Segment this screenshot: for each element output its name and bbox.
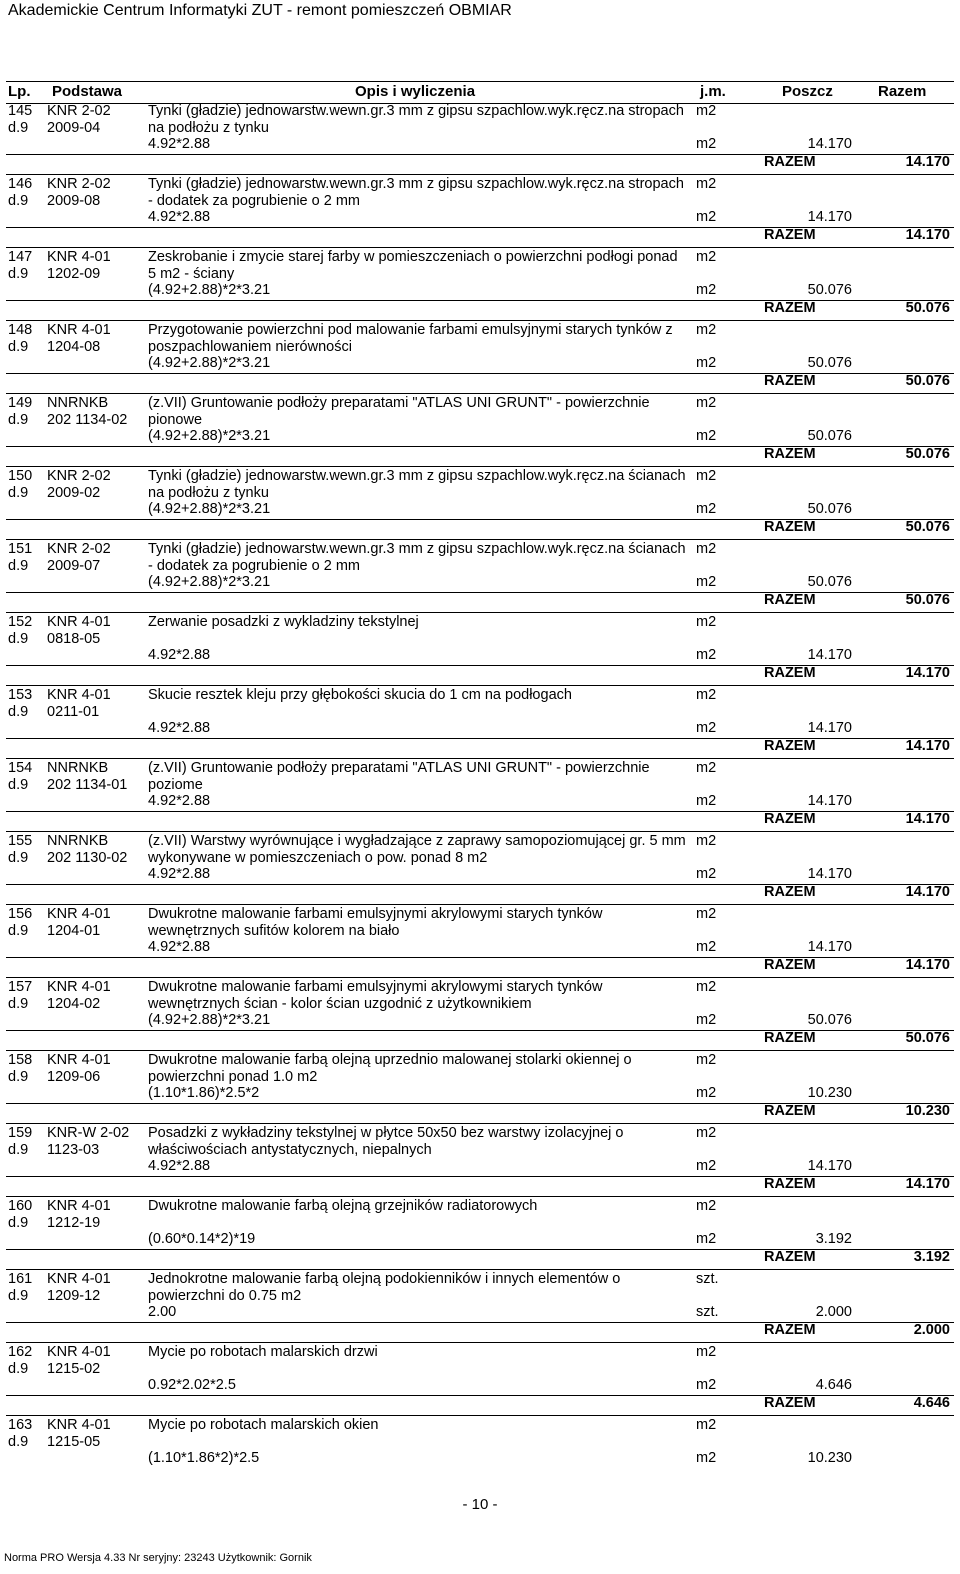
lp-cell	[8, 687, 38, 720]
row-bottom-separator	[6, 320, 954, 321]
total-label: RAZEM	[764, 592, 816, 608]
calculation: (1.10*1.86*2)*2.5	[148, 1450, 260, 1466]
basis-code: KNR 4-01	[47, 614, 111, 630]
unit: m2	[696, 176, 717, 192]
lp-cell	[8, 906, 38, 939]
lp-cell	[8, 395, 38, 428]
header-razem: Razem	[878, 83, 927, 100]
total-value: 50.076	[905, 373, 950, 389]
lp-section: d.9	[8, 995, 29, 1012]
unit: m2	[696, 395, 717, 411]
lp-number: 162	[8, 1344, 33, 1360]
table-row	[0, 614, 960, 687]
basis-cell	[47, 176, 142, 209]
lp-number: 150	[8, 468, 33, 484]
partial-value: 50.076	[807, 428, 852, 444]
table-row	[0, 322, 960, 395]
calculation-unit: szt.	[696, 1304, 719, 1320]
total-value: 14.170	[905, 1176, 950, 1192]
cost-table	[0, 103, 960, 1490]
basis-cell	[47, 906, 142, 939]
lp-number: 154	[8, 760, 33, 776]
total-label: RAZEM	[764, 665, 816, 681]
total-label: RAZEM	[764, 1249, 816, 1265]
calculation: 0.92*2.02*2.5	[148, 1377, 236, 1393]
table-row	[0, 541, 960, 614]
lp-section: d.9	[8, 776, 29, 793]
row-bottom-separator	[6, 1123, 954, 1124]
calculation: 4.92*2.88	[148, 209, 211, 225]
lp-cell	[8, 1198, 38, 1231]
calculation: (4.92+2.88)*2*3.21	[148, 282, 271, 298]
calculation-unit: m2	[696, 355, 717, 371]
partial-value: 3.192	[815, 1231, 852, 1247]
row-bottom-separator	[6, 1269, 954, 1270]
basis-position: 1202-09	[47, 265, 101, 282]
lp-cell	[8, 1125, 38, 1158]
total-label: RAZEM	[764, 1176, 816, 1192]
basis-code: NNRNKB	[47, 833, 109, 849]
basis-position: 2009-02	[47, 484, 101, 501]
total-value: 4.646	[913, 1395, 950, 1411]
basis-position: 1204-01	[47, 922, 101, 939]
lp-cell	[8, 979, 38, 1012]
total-label: RAZEM	[764, 1322, 816, 1338]
unit: m2	[696, 906, 717, 922]
partial-value: 14.170	[807, 793, 852, 809]
lp-section: d.9	[8, 703, 29, 720]
total-label: RAZEM	[764, 373, 816, 389]
total-value: 14.170	[905, 665, 950, 681]
description: Dwukrotne malowanie farbami emulsyjnymi akrylowymi starych tynków wewnętrznych sufitów kolorem na biało	[148, 906, 603, 939]
page-number: - 10 -	[462, 1496, 498, 1513]
partial-value: 50.076	[807, 355, 852, 371]
header-jm: j.m.	[700, 83, 726, 100]
lp-number: 149	[8, 395, 33, 411]
partial-value: 14.170	[807, 866, 852, 882]
header-lp: Lp.	[8, 83, 31, 100]
calculation: 4.92*2.88	[148, 866, 211, 882]
calculation: (1.10*1.86)*2.5*2	[148, 1085, 260, 1101]
table-row	[0, 249, 960, 322]
basis-code: KNR 4-01	[47, 1052, 111, 1068]
basis-cell	[47, 833, 142, 866]
total-value: 50.076	[905, 1030, 950, 1046]
lp-cell	[8, 468, 38, 501]
description: Tynki (gładzie) jednowarstw.wewn.gr.3 mm z gipsu szpachlow.wyk.ręcz.na stropach na podłożu z tynku	[148, 103, 684, 136]
lp-section: d.9	[8, 849, 29, 866]
description: Dwukrotne malowanie farbą olejną grzejników radiatorowych	[148, 1198, 538, 1214]
lp-cell	[8, 322, 38, 355]
total-value: 50.076	[905, 519, 950, 535]
calculation: 4.92*2.88	[148, 136, 211, 152]
row-bottom-separator	[6, 758, 954, 759]
basis-cell	[47, 1271, 142, 1304]
header-podstawa: Podstawa	[52, 83, 123, 100]
lp-cell	[8, 249, 38, 282]
header-poszcz: Poszcz	[782, 83, 833, 100]
lp-section: d.9	[8, 630, 29, 647]
calculation-unit: m2	[696, 647, 717, 663]
total-label: RAZEM	[764, 519, 816, 535]
lp-cell	[8, 1417, 38, 1450]
lp-section: d.9	[8, 1068, 29, 1085]
basis-code: KNR 4-01	[47, 906, 111, 922]
calculation-unit: m2	[696, 1377, 717, 1393]
total-value: 3.192	[913, 1249, 950, 1265]
basis-cell	[47, 322, 142, 355]
basis-cell	[47, 1198, 142, 1231]
description: (z.VII) Gruntowanie podłoży preparatami "ATLAS UNI GRUNT" - powierzchnie pionowe	[148, 395, 650, 428]
lp-section: d.9	[8, 119, 29, 136]
description: Tynki (gładzie) jednowarstw.wewn.gr.3 mm z gipsu szpachlow.wyk.ręcz.na ścianach na podłożu z tynku	[148, 468, 686, 501]
total-label: RAZEM	[764, 811, 816, 827]
calculation: 4.92*2.88	[148, 793, 211, 809]
unit: m2	[696, 1052, 717, 1068]
lp-number: 147	[8, 249, 33, 265]
total-value: 14.170	[905, 811, 950, 827]
calculation: (4.92+2.88)*2*3.21	[148, 574, 271, 590]
partial-value: 14.170	[807, 209, 852, 225]
lp-cell	[8, 760, 38, 793]
total-label: RAZEM	[764, 884, 816, 900]
description: Przygotowanie powierzchni pod malowanie farbami emulsyjnymi starych tynków z poszpachlowaniem nierówności	[148, 322, 673, 355]
description: Zerwanie posadzki z wykladziny tekstylnej	[148, 614, 419, 630]
row-bottom-separator	[6, 685, 954, 686]
basis-position: 0211-01	[47, 703, 100, 720]
basis-code: KNR 4-01	[47, 979, 111, 995]
lp-cell	[8, 1344, 38, 1377]
description: Tynki (gładzie) jednowarstw.wewn.gr.3 mm z gipsu szpachlow.wyk.ręcz.na ścianach - dodatek za pogrubienie o 2 mm	[148, 541, 686, 574]
total-value: 14.170	[905, 957, 950, 973]
calculation-unit: m2	[696, 1085, 717, 1101]
table-row	[0, 1271, 960, 1344]
partial-value: 10.230	[807, 1450, 852, 1466]
partial-value: 14.170	[807, 939, 852, 955]
basis-position: 1215-05	[47, 1433, 101, 1450]
total-label: RAZEM	[764, 154, 816, 170]
table-row	[0, 1417, 960, 1490]
unit: m2	[696, 468, 717, 484]
calculation: 4.92*2.88	[148, 939, 211, 955]
basis-position: 2009-04	[47, 119, 101, 136]
basis-cell	[47, 541, 142, 574]
lp-number: 152	[8, 614, 33, 630]
calculation: (4.92+2.88)*2*3.21	[148, 355, 271, 371]
lp-number: 148	[8, 322, 33, 338]
total-value: 50.076	[905, 446, 950, 462]
lp-number: 151	[8, 541, 33, 557]
calculation: (0.60*0.14*2)*19	[148, 1231, 256, 1247]
calculation-unit: m2	[696, 1450, 717, 1466]
lp-number: 160	[8, 1198, 33, 1214]
description: Dwukrotne malowanie farbami emulsyjnymi akrylowymi starych tynków wewnętrznych ścian - kolor ścian uzgodnić z użytkownikiem	[148, 979, 603, 1012]
basis-cell	[47, 468, 142, 501]
calculation-unit: m2	[696, 428, 717, 444]
basis-code: KNR 4-01	[47, 249, 111, 265]
calculation-unit: m2	[696, 136, 717, 152]
unit: m2	[696, 1417, 717, 1433]
calculation-unit: m2	[696, 866, 717, 882]
basis-cell	[47, 103, 142, 136]
basis-code: KNR 2-02	[47, 468, 111, 484]
calculation-unit: m2	[696, 1158, 717, 1174]
total-label: RAZEM	[764, 738, 816, 754]
unit: m2	[696, 760, 717, 776]
calculation: (4.92+2.88)*2*3.21	[148, 501, 271, 517]
lp-number: 158	[8, 1052, 33, 1068]
table-row	[0, 760, 960, 833]
lp-number: 157	[8, 979, 33, 995]
lp-cell	[8, 1271, 38, 1304]
basis-code: KNR 4-01	[47, 322, 111, 338]
lp-section: d.9	[8, 265, 29, 282]
lp-cell	[8, 1052, 38, 1085]
total-value: 2.000	[913, 1322, 950, 1338]
basis-code: KNR 4-01	[47, 1417, 111, 1433]
basis-cell	[47, 1344, 142, 1377]
table-row	[0, 979, 960, 1052]
basis-code: KNR 2-02	[47, 176, 111, 192]
basis-cell	[47, 249, 142, 282]
row-bottom-separator	[6, 393, 954, 394]
row-bottom-separator	[6, 1050, 954, 1051]
row-bottom-separator	[6, 612, 954, 613]
lp-number: 161	[8, 1271, 33, 1287]
lp-number: 155	[8, 833, 33, 849]
basis-position: 202 1134-01	[47, 776, 128, 793]
partial-value: 50.076	[807, 574, 852, 590]
partial-value: 4.646	[815, 1377, 852, 1393]
basis-code: KNR 2-02	[47, 541, 111, 557]
unit: szt.	[696, 1271, 719, 1287]
calculation-unit: m2	[696, 209, 717, 225]
lp-cell	[8, 176, 38, 209]
basis-position: 1209-12	[47, 1287, 101, 1304]
lp-section: d.9	[8, 922, 29, 939]
calculation-unit: m2	[696, 1012, 717, 1028]
basis-code: KNR 4-01	[47, 1344, 111, 1360]
basis-position: 2009-08	[47, 192, 101, 209]
lp-cell	[8, 103, 38, 136]
unit: m2	[696, 322, 717, 338]
partial-value: 14.170	[807, 136, 852, 152]
basis-cell	[47, 760, 142, 793]
basis-code: KNR-W 2-02	[47, 1125, 130, 1141]
description: Mycie po robotach malarskich drzwi	[148, 1344, 378, 1360]
document-title: Akademickie Centrum Informatyki ZUT - remont pomieszczeń OBMIAR	[8, 2, 512, 19]
basis-position: 202 1130-02	[47, 849, 128, 866]
total-label: RAZEM	[764, 957, 816, 973]
total-value: 14.170	[905, 227, 950, 243]
total-value: 14.170	[905, 884, 950, 900]
basis-position: 2009-07	[47, 557, 101, 574]
row-bottom-separator	[6, 247, 954, 248]
table-row	[0, 1344, 960, 1417]
table-row	[0, 1198, 960, 1271]
total-value: 50.076	[905, 592, 950, 608]
basis-position: 1212-19	[47, 1214, 101, 1231]
table-header	[0, 83, 960, 103]
calculation: (4.92+2.88)*2*3.21	[148, 1012, 271, 1028]
lp-cell	[8, 614, 38, 647]
total-label: RAZEM	[764, 1395, 816, 1411]
partial-value: 50.076	[807, 1012, 852, 1028]
basis-cell	[47, 1052, 142, 1085]
table-row	[0, 687, 960, 760]
basis-cell	[47, 1417, 142, 1450]
total-label: RAZEM	[764, 1030, 816, 1046]
table-row	[0, 833, 960, 906]
total-label: RAZEM	[764, 1103, 816, 1119]
basis-cell	[47, 395, 142, 428]
unit: m2	[696, 541, 717, 557]
basis-position: 1204-02	[47, 995, 101, 1012]
table-row	[0, 468, 960, 541]
calculation: 4.92*2.88	[148, 647, 211, 663]
lp-section: d.9	[8, 338, 29, 355]
row-bottom-separator	[6, 977, 954, 978]
basis-cell	[47, 979, 142, 1012]
table-row	[0, 176, 960, 249]
calculation-unit: m2	[696, 1231, 717, 1247]
basis-position: 0818-05	[47, 630, 101, 647]
basis-position: 202 1134-02	[47, 411, 128, 428]
lp-section: d.9	[8, 1360, 29, 1377]
total-value: 14.170	[905, 738, 950, 754]
lp-section: d.9	[8, 411, 29, 428]
calculation-unit: m2	[696, 939, 717, 955]
unit: m2	[696, 833, 717, 849]
table-row	[0, 1052, 960, 1125]
description: (z.VII) Gruntowanie podłoży preparatami "ATLAS UNI GRUNT" - powierzchnie poziome	[148, 760, 650, 793]
row-bottom-separator	[6, 904, 954, 905]
partial-value: 2.000	[815, 1304, 852, 1320]
basis-cell	[47, 614, 142, 647]
unit: m2	[696, 1125, 717, 1141]
total-value: 14.170	[905, 154, 950, 170]
row-bottom-separator	[6, 466, 954, 467]
lp-cell	[8, 833, 38, 866]
description: Jednokrotne malowanie farbą olejną podokienników i innych elementów o powierzchni do 0.75 m2	[148, 1271, 621, 1304]
lp-number: 156	[8, 906, 33, 922]
description: Zeskrobanie i zmycie starej farby w pomieszczeniach o powierzchni podłogi ponad 5 m2 - ściany	[148, 249, 678, 282]
unit: m2	[696, 687, 717, 703]
description: Dwukrotne malowanie farbą olejną uprzednio malowanej stolarki okiennej o powierzchni ponad 1.0 m2	[148, 1052, 632, 1085]
lp-section: d.9	[8, 192, 29, 209]
partial-value: 50.076	[807, 501, 852, 517]
row-bottom-separator	[6, 1342, 954, 1343]
lp-section: d.9	[8, 1214, 29, 1231]
calculation-unit: m2	[696, 282, 717, 298]
lp-section: d.9	[8, 484, 29, 501]
unit: m2	[696, 1198, 717, 1214]
row-bottom-separator	[6, 831, 954, 832]
row-bottom-separator	[6, 1415, 954, 1416]
basis-code: NNRNKB	[47, 395, 109, 411]
calculation: 2.00	[148, 1304, 177, 1320]
total-label: RAZEM	[764, 446, 816, 462]
software-footer: Norma PRO Wersja 4.33 Nr seryjny: 23243 Użytkownik: Gornik	[4, 1552, 312, 1564]
row-bottom-separator	[6, 174, 954, 175]
calculation: 4.92*2.88	[148, 1158, 211, 1174]
lp-section: d.9	[8, 1141, 29, 1158]
calculation: (4.92+2.88)*2*3.21	[148, 428, 271, 444]
calculation-unit: m2	[696, 793, 717, 809]
total-label: RAZEM	[764, 300, 816, 316]
row-bottom-separator	[6, 539, 954, 540]
calculation-unit: m2	[696, 501, 717, 517]
basis-cell	[47, 687, 142, 720]
basis-code: KNR 4-01	[47, 687, 111, 703]
basis-position: 1209-06	[47, 1068, 101, 1085]
unit: m2	[696, 614, 717, 630]
table-row	[0, 906, 960, 979]
basis-code: KNR 4-01	[47, 1271, 111, 1287]
basis-code: KNR 2-02	[47, 103, 111, 119]
basis-position: 1204-08	[47, 338, 101, 355]
lp-number: 146	[8, 176, 33, 192]
unit: m2	[696, 979, 717, 995]
table-row	[0, 1125, 960, 1198]
table-row	[0, 395, 960, 468]
description: (z.VII) Warstwy wyrównujące i wygładzające z zaprawy samopoziomującej gr. 5 mm wykonywane w pomieszczeniach o pow. ponad 8 m2	[148, 833, 686, 866]
partial-value: 14.170	[807, 1158, 852, 1174]
basis-position: 1123-03	[47, 1141, 100, 1158]
basis-cell	[47, 1125, 142, 1158]
lp-number: 163	[8, 1417, 33, 1433]
header-opis: Opis i wyliczenia	[355, 83, 476, 100]
lp-section: d.9	[8, 557, 29, 574]
lp-number: 145	[8, 103, 33, 119]
unit: m2	[696, 249, 717, 265]
calculation: 4.92*2.88	[148, 720, 211, 736]
lp-number: 159	[8, 1125, 33, 1141]
partial-value: 14.170	[807, 720, 852, 736]
total-value: 50.076	[905, 300, 950, 316]
basis-code: KNR 4-01	[47, 1198, 111, 1214]
description: Tynki (gładzie) jednowarstw.wewn.gr.3 mm z gipsu szpachlow.wyk.ręcz.na stropach - dodatek za pogrubienie o 2 mm	[148, 176, 684, 209]
unit: m2	[696, 1344, 717, 1360]
basis-position: 1215-02	[47, 1360, 101, 1377]
description: Mycie po robotach malarskich okien	[148, 1417, 379, 1433]
lp-cell	[8, 541, 38, 574]
total-value: 10.230	[905, 1103, 950, 1119]
lp-section: d.9	[8, 1287, 29, 1304]
total-label: RAZEM	[764, 227, 816, 243]
partial-value: 10.230	[807, 1085, 852, 1101]
description: Skucie resztek kleju przy głębokości skucia do 1 cm na podłogach	[148, 687, 572, 703]
lp-number: 153	[8, 687, 33, 703]
calculation-unit: m2	[696, 720, 717, 736]
description: Posadzki z wykładziny tekstylnej w płytce 50x50 bez warstwy izolacyjnej o właściwościach antystatycznych, niepalnych	[148, 1125, 624, 1158]
partial-value: 14.170	[807, 647, 852, 663]
header-top-rule	[6, 81, 954, 82]
lp-section: d.9	[8, 1433, 29, 1450]
table-row	[0, 103, 960, 176]
basis-code: NNRNKB	[47, 760, 109, 776]
unit: m2	[696, 103, 717, 119]
calculation-unit: m2	[696, 574, 717, 590]
row-bottom-separator	[6, 1196, 954, 1197]
partial-value: 50.076	[807, 282, 852, 298]
